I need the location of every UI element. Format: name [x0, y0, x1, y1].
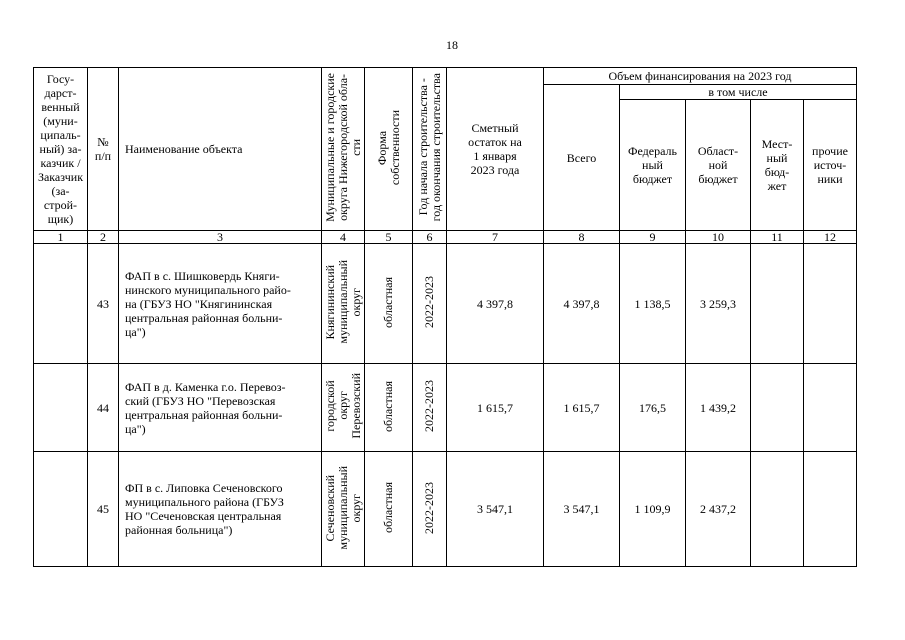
row-municipality: Княгининский муниципальный округ	[322, 244, 365, 364]
header-including: в том числе	[620, 85, 857, 100]
column-number: 6	[413, 231, 447, 244]
row-customer	[34, 452, 88, 567]
row-federal: 1 109,9	[620, 452, 686, 567]
row-local	[751, 244, 804, 364]
column-number: 9	[620, 231, 686, 244]
column-number: 11	[751, 231, 804, 244]
column-number: 10	[686, 231, 751, 244]
row-object-name: ФАП в д. Каменка г.о. Перевоз- ский (ГБУЗ НО "Перевозская центральная районная больни- ца")	[119, 364, 322, 452]
header-years: Год начала строительства - год окончания строительства	[413, 68, 447, 231]
row-years: 2022-2023	[413, 452, 447, 567]
column-number: 5	[365, 231, 413, 244]
row-federal: 176,5	[620, 364, 686, 452]
funding-table	[33, 67, 857, 567]
row-object-name: ФАП в с. Шишковердь Княги- нинского муниципального райо- на (ГБУЗ НО "Княгининская центральная районная больни- ца")	[119, 244, 322, 364]
row-other	[804, 244, 857, 364]
row-municipality: городской округ Перевозский	[322, 364, 365, 452]
page-number: 18	[446, 38, 458, 52]
row-years: 2022-2023	[413, 244, 447, 364]
table-row	[34, 244, 857, 364]
row-number: 43	[88, 244, 119, 364]
row-ownership: областная	[365, 364, 413, 452]
header-estimate-balance: Сметный остаток на 1 января 2023 года	[447, 68, 544, 231]
row-total: 4 397,8	[544, 244, 620, 364]
column-number: 12	[804, 231, 857, 244]
column-number: 1	[34, 231, 88, 244]
column-number: 7	[447, 231, 544, 244]
header-total: Всего	[544, 85, 620, 231]
row-estimate-balance: 4 397,8	[447, 244, 544, 364]
row-ownership: областная	[365, 452, 413, 567]
column-numbers-row	[34, 231, 857, 244]
row-ownership: областная	[365, 244, 413, 364]
row-regional: 2 437,2	[686, 452, 751, 567]
column-number: 2	[88, 231, 119, 244]
row-regional: 1 439,2	[686, 364, 751, 452]
row-municipality: Сеченовский муниципальный округ	[322, 452, 365, 567]
row-estimate-balance: 3 547,1	[447, 452, 544, 567]
header-number: № п/п	[88, 68, 119, 231]
header-ownership: Форма собственности	[365, 68, 413, 231]
row-total: 3 547,1	[544, 452, 620, 567]
row-total: 1 615,7	[544, 364, 620, 452]
row-other	[804, 364, 857, 452]
header-municipality: Муниципальные и городские округа Нижегородской обла- сти	[322, 68, 365, 231]
header-federal: Федераль ный бюджет	[620, 100, 686, 231]
row-customer	[34, 244, 88, 364]
row-estimate-balance: 1 615,7	[447, 364, 544, 452]
column-number: 8	[544, 231, 620, 244]
header-regional: Област- ной бюджет	[686, 100, 751, 231]
row-local	[751, 364, 804, 452]
row-number: 44	[88, 364, 119, 452]
row-regional: 3 259,3	[686, 244, 751, 364]
table-row	[34, 364, 857, 452]
row-local	[751, 452, 804, 567]
row-federal: 1 138,5	[620, 244, 686, 364]
header-local: Мест- ный бюд- жет	[751, 100, 804, 231]
header-funding-group: Объем финансирования на 2023 год	[544, 68, 857, 85]
row-years: 2022-2023	[413, 364, 447, 452]
header-customer: Госу- дарст- венный (муни- ципаль- ный) за- казчик / Заказчик (за- строй- щик)	[34, 68, 88, 231]
row-number: 45	[88, 452, 119, 567]
row-other	[804, 452, 857, 567]
header-object-name: Наименование объекта	[119, 68, 322, 231]
column-number: 4	[322, 231, 365, 244]
header-other: прочие источ- ники	[804, 100, 857, 231]
row-object-name: ФП в с. Липовка Сеченовского муниципального района (ГБУЗ НО "Сеченовская центральная районная больница")	[119, 452, 322, 567]
table-row	[34, 452, 857, 567]
column-number: 3	[119, 231, 322, 244]
row-customer	[34, 364, 88, 452]
